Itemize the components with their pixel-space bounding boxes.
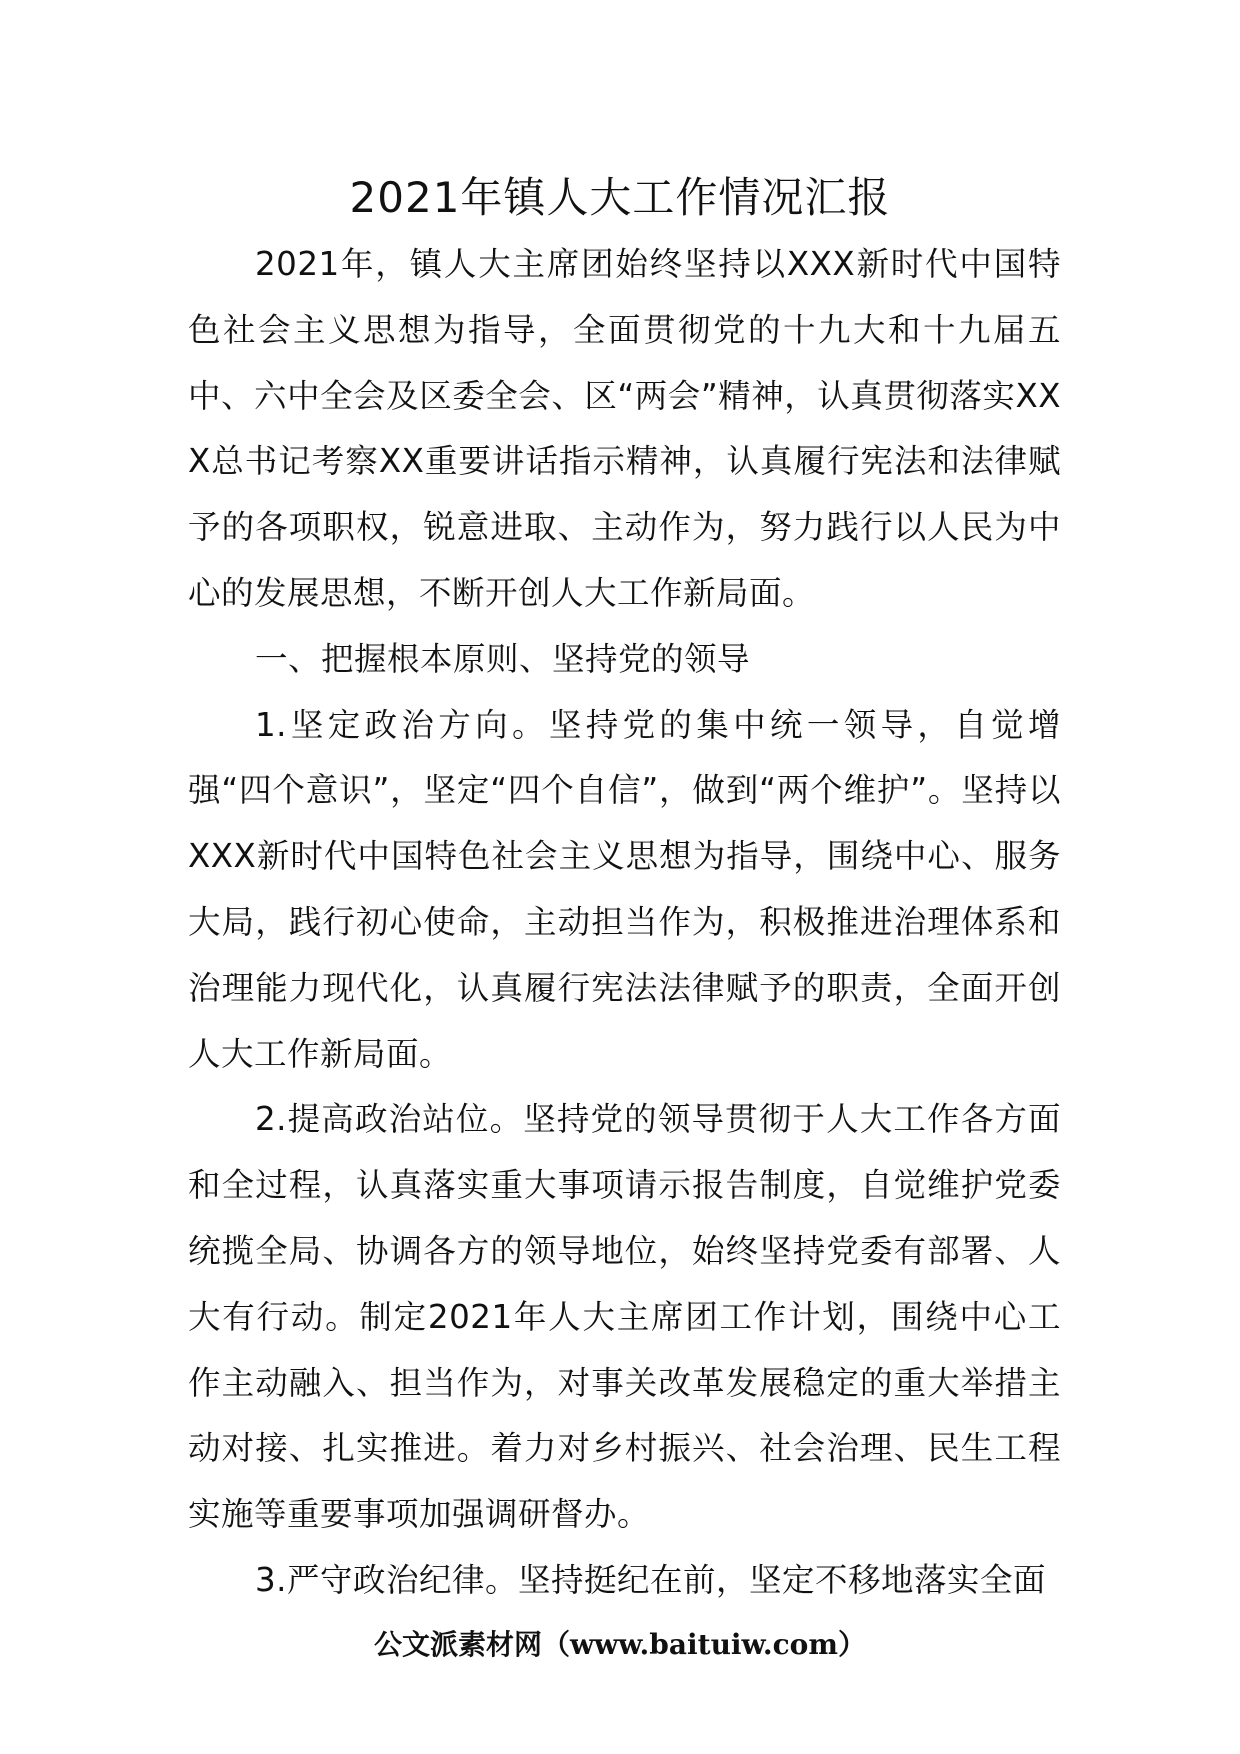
document-body	[188, 232, 1061, 1614]
footer-watermark: 公文派素材网（www.baituiw.com）	[374, 1628, 866, 1661]
section-heading: 一、把握根本原则、坚持党的领导	[255, 639, 751, 678]
point-1-paragraph: 1.坚定政治方向。坚持党的集中统一领导，自觉增强“四个意识”，坚定“四个自信”，做到“两个维护”。坚持以XXX新时代中国特色社会主义思想为指导，围绕中心、服务大局，践行初心使命，主动担当作为，积极推进治理体系和治理能力现代化，认真履行宪法法律赋予的职责，全面开创人大工作新局面。	[188, 705, 1061, 1073]
intro-paragraph: 2021年，镇人大主席团始终坚持以XXX新时代中国特色社会主义思想为指导，全面贯彻党的十九大和十九届五中、六中全会及区委全会、区“两会”精神，认真贯彻落实XXX总书记考察XX重要讲话指示精神，认真履行宪法和法律赋予的各项职权，锐意进取、主动作为，努力践行以人民为中心的发展思想，不断开创人大工作新局面。	[188, 245, 1061, 612]
point-2-paragraph: 2.提高政治站位。坚持党的领导贯彻于人大工作各方面和全过程，认真落实重大事项请示报告制度，自觉维护党委统揽全局、协调各方的领导地位，始终坚持党委有部署、人大有行动。制定2021年人大主席团工作计划，围绕中心工作主动融入、担当作为，对事关改革发展稳定的重大举措主动对接、扎实推进。着力对乡村振兴、社会治理、民生工程实施等重要事项加强调研督办。	[188, 1100, 1061, 1534]
point-3-paragraph: 3.严守政治纪律。坚持挺纪在前，坚定不移地落实全面	[255, 1560, 1047, 1599]
document-title: 2021年镇人大工作情况汇报	[349, 173, 891, 222]
